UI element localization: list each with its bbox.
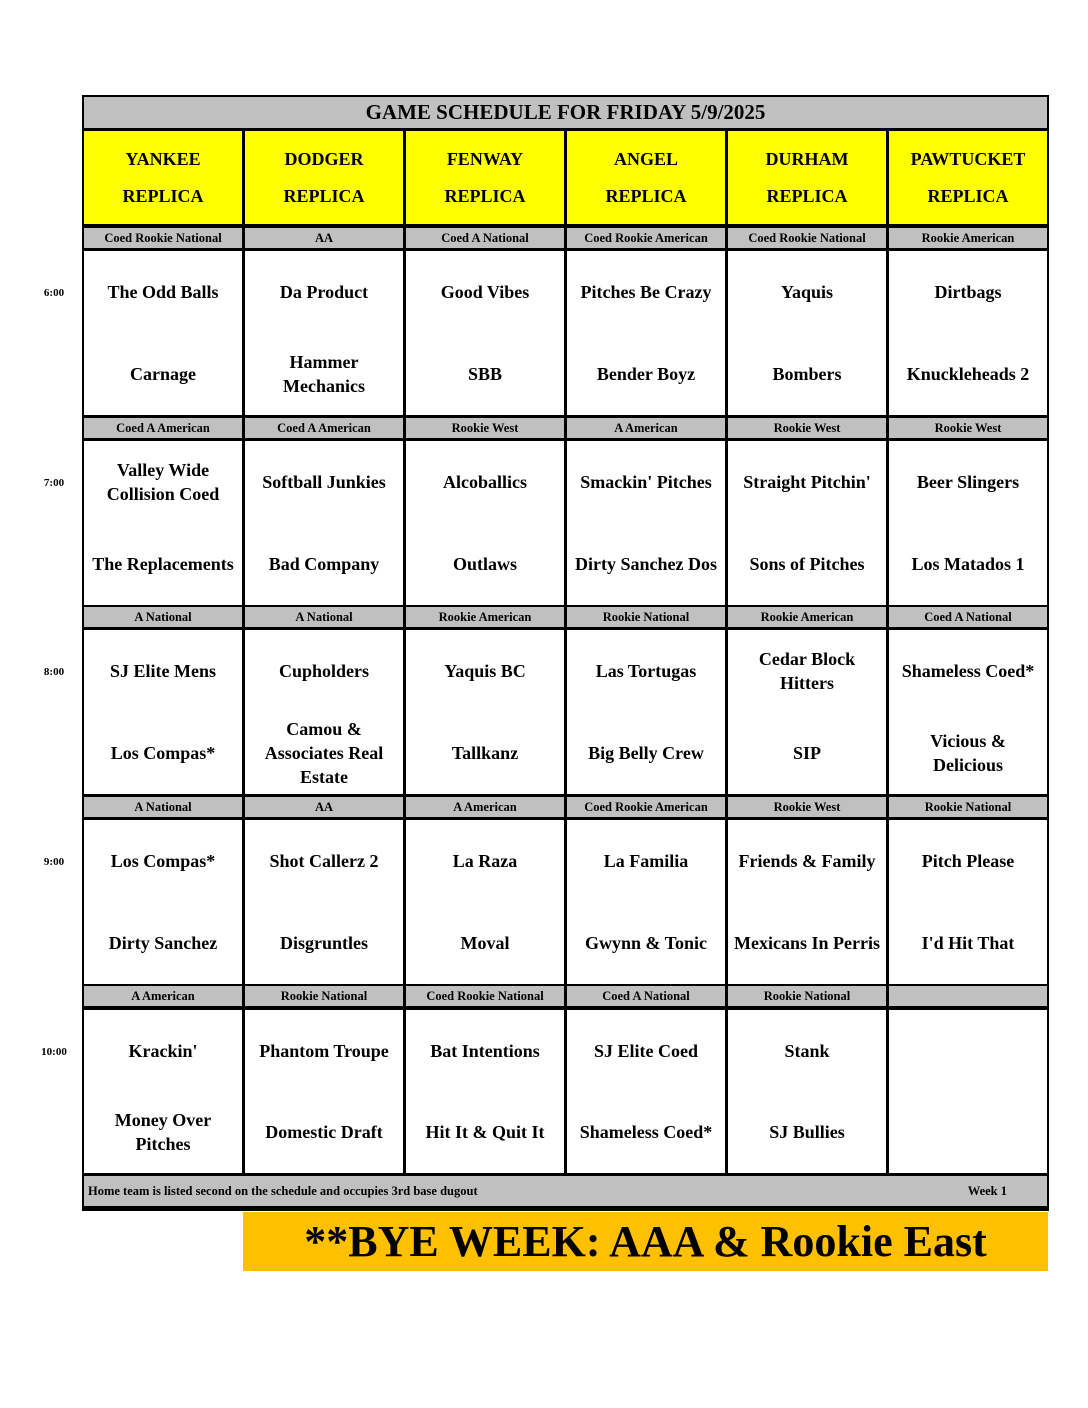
home-team: I'd Hit That [921,933,1015,953]
home-team: Tallkanz [451,743,519,763]
away-team: Los Compas* [110,851,216,871]
away-team: Good Vibes [440,282,530,302]
home-team: Outlaws [452,554,517,574]
field-subtitle: REPLICA [766,185,848,206]
field-header-5 [889,131,1047,224]
home-team: Mexicans In Perris [734,933,880,953]
away-team: Valley Wide Collision Coed [106,460,220,504]
game-cell [406,820,564,984]
game-cell [406,1010,564,1173]
division-label: A National [245,607,403,627]
away-team: SJ Elite Coed [593,1040,698,1061]
away-team: Beer Slingers [916,472,1020,492]
home-team: Bombers [772,364,842,384]
away-team: Cupholders [278,661,370,681]
division-label: A American [567,418,725,438]
game-cell [728,630,886,794]
game-cell [889,630,1047,794]
home-team: Los Compas* [110,743,216,763]
division-label: Coed A American [245,418,403,438]
week-label: Week 1 [967,1183,1007,1198]
game-cell [567,820,725,984]
away-team: Yaquis [780,282,834,302]
away-team: Softball Junkies [262,472,386,492]
home-team: Disgruntles [279,933,368,953]
game-cell [728,441,886,605]
field-subtitle: REPLICA [122,185,204,206]
away-team: Da Product [279,282,369,302]
away-team: La Familia [603,851,689,871]
home-team: Domestic Draft [265,1122,383,1143]
away-team: La Raza [452,851,518,871]
game-cell [406,251,564,415]
away-team: Yaquis BC [444,661,526,681]
away-team: Smackin' Pitches [580,472,712,492]
division-label: Rookie West [728,797,886,817]
away-team [893,1010,1043,1092]
away-team: Pitches Be Crazy [580,282,712,302]
time-label: 10:00 [41,1046,67,1058]
division-label: Coed Rookie National [84,228,242,248]
division-label: Rookie West [406,418,564,438]
home-team: Carnage [130,364,196,384]
home-team: Vicious & Delicious [930,731,1006,775]
home-team: Moval [460,933,510,953]
field-name: DURHAM [765,148,849,169]
division-label: Rookie American [889,228,1047,248]
game-cell [406,630,564,794]
home-team: Dirty Sanchez Dos [575,554,717,574]
division-label: Coed A American [84,418,242,438]
away-team: Alcoballics [443,472,527,492]
game-cell [889,1010,1047,1173]
home-team-note: Home team is listed second on the schedule and occupies 3rd base dugout [88,1183,478,1198]
division-label: A National [84,607,242,627]
field-subtitle: REPLICA [927,185,1009,206]
division-label: Rookie American [728,607,886,627]
away-team: The Odd Balls [107,282,219,302]
away-team: Bat Intentions [430,1040,540,1061]
game-cell [84,1010,242,1173]
away-team: Pitch Please [921,851,1015,871]
game-cell [889,251,1047,415]
time-label: 8:00 [43,666,65,678]
division-label: Coed A National [406,228,564,248]
away-team: Cedar Block Hitters [758,649,856,693]
home-team: SBB [467,364,503,384]
game-cell [728,251,886,415]
time-label: 6:00 [43,287,65,299]
field-subtitle: REPLICA [605,185,687,206]
game-cell [245,630,403,794]
home-team: Big Belly Crew [588,743,704,763]
away-team: Friends & Family [738,851,876,871]
division-label: Rookie American [406,607,564,627]
home-team: Camou & Associates Real Estate [264,719,384,787]
away-team: Dirtbags [934,282,1002,302]
field-header-0 [84,131,242,224]
home-team: Dirty Sanchez [108,933,218,953]
field-subtitle: REPLICA [444,185,526,206]
game-cell [567,630,725,794]
schedule-title: GAME SCHEDULE FOR FRIDAY 5/9/2025 [84,97,1047,128]
division-label [889,986,1047,1006]
division-label: Rookie National [889,797,1047,817]
away-team: Shameless Coed* [901,661,1035,681]
field-name: FENWAY [446,148,524,169]
game-cell [245,1010,403,1173]
home-team: Money Over Pitches [114,1110,212,1155]
home-team: SIP [792,743,821,763]
home-team: Sons of Pitches [749,554,865,574]
time-label: 7:00 [43,477,65,489]
home-team: Bad Company [268,554,380,574]
away-team: Las Tortugas [595,661,697,681]
game-cell [889,441,1047,605]
bye-week-banner: **BYE WEEK: AAA & Rookie East [243,1212,1048,1271]
away-team: Straight Pitchin' [743,472,871,492]
game-cell [245,820,403,984]
schedule-footer [84,1176,1047,1206]
division-label: Rookie National [728,986,886,1006]
division-label: A American [84,986,242,1006]
home-team: Hammer Mechanics [283,352,365,396]
division-label: AA [245,797,403,817]
away-team: SJ Elite Mens [110,661,216,681]
division-label: A American [406,797,564,817]
game-cell [84,630,242,794]
field-subtitle: REPLICA [283,185,365,206]
game-cell [84,820,242,984]
field-name: PAWTUCKET [910,148,1026,169]
game-cell [245,251,403,415]
schedule-table [82,95,1049,1211]
home-team: Knuckleheads 2 [906,364,1030,384]
field-name: DODGER [284,148,364,169]
away-team: Shot Callerz 2 [269,851,379,871]
field-name: ANGEL [613,148,678,169]
division-label: Rookie West [889,418,1047,438]
field-header-2 [406,131,564,224]
home-team: Hit It & Quit It [425,1122,545,1143]
home-team: Shameless Coed* [579,1122,713,1143]
division-label: Rookie National [567,607,725,627]
away-team: Phantom Troupe [259,1040,389,1061]
game-cell [728,820,886,984]
division-label: Coed Rookie National [728,228,886,248]
home-team [893,1092,1043,1174]
game-cell [406,441,564,605]
division-label: Rookie National [245,986,403,1006]
division-label: A National [84,797,242,817]
game-cell [567,441,725,605]
home-team: SJ Bullies [769,1122,845,1143]
field-header-4 [728,131,886,224]
home-team: Los Matados 1 [911,554,1025,574]
division-label: AA [245,228,403,248]
home-team: The Replacements [92,554,234,574]
division-label: Coed Rookie National [406,986,564,1006]
game-cell [245,441,403,605]
division-label: Coed Rookie American [567,797,725,817]
time-label: 9:00 [43,856,65,868]
game-cell [84,251,242,415]
division-label: Rookie West [728,418,886,438]
game-cell [728,1010,886,1173]
home-team: Gwynn & Tonic [584,933,708,953]
away-team: Stank [784,1040,830,1061]
field-name: YANKEE [125,148,201,169]
game-cell [889,820,1047,984]
home-team: Bender Boyz [596,364,696,384]
game-cell [84,441,242,605]
game-cell [567,1010,725,1173]
field-header-1 [245,131,403,224]
division-label: Coed Rookie American [567,228,725,248]
away-team: Krackin' [128,1040,198,1061]
division-label: Coed A National [567,986,725,1006]
division-label: Coed A National [889,607,1047,627]
field-header-3 [567,131,725,224]
game-cell [567,251,725,415]
